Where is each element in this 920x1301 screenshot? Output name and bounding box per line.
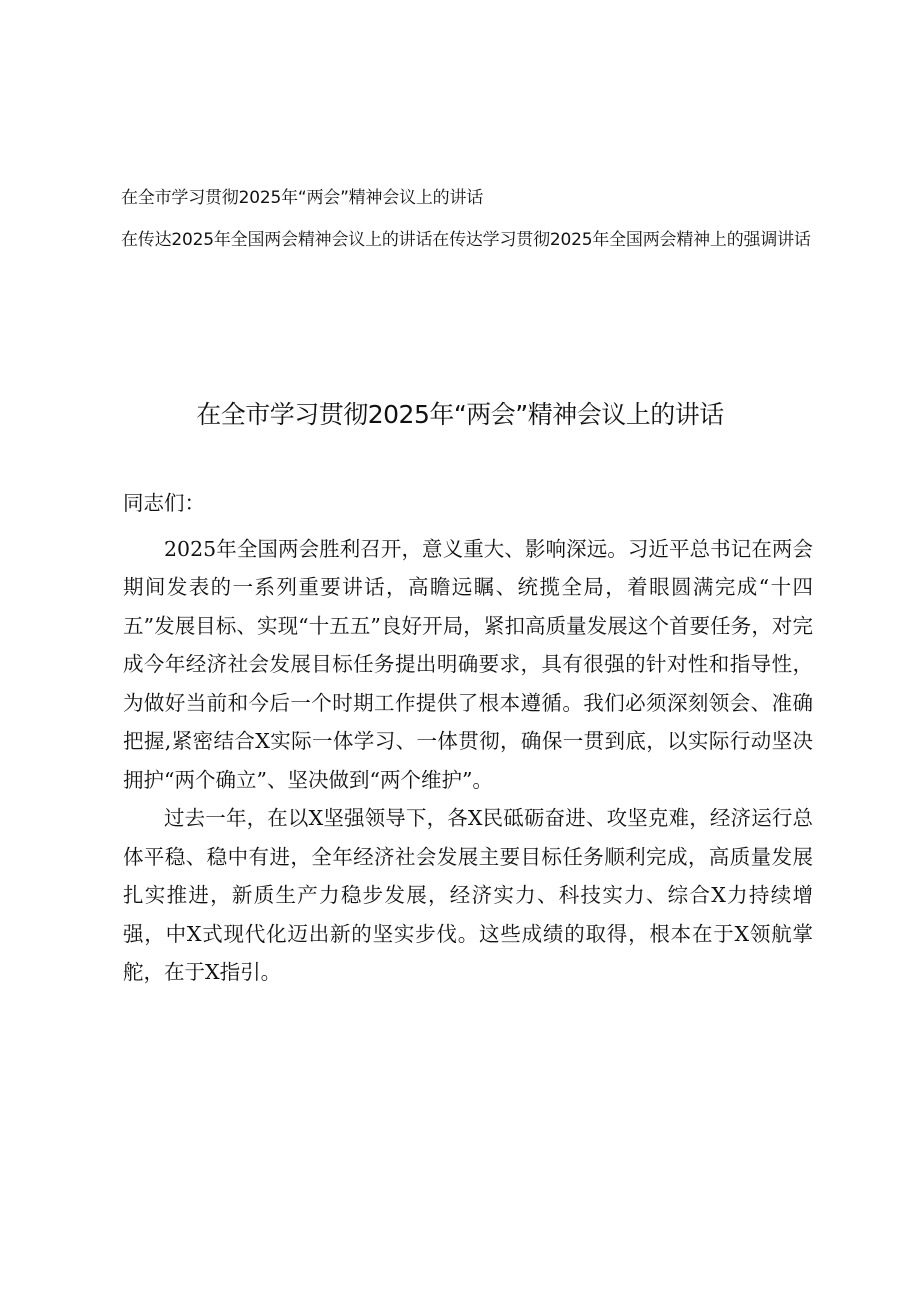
toc-item-2: 在传达2025年全国两会精神会议上的讲话在传达学习贯彻2025年全国两会精神上的强调讲话	[121, 230, 811, 250]
salutation: 同志们：	[123, 491, 205, 515]
document-title: 在全市学习贯彻2025年“两会”精神会议上的讲话	[196, 400, 724, 429]
paragraph-1: 2025年全国两会胜利召开，意义重大、影响深远。习近平总书记在两会期间发表的一系列重要讲话，高瞻远瞩、统揽全局，着眼圆满完成“十四五”发展目标、实现“十五五”良好开局，紧扣高质量发展这个首要任务，对完成今年经济社会发展目标任务提出明确要求，具有很强的针对性和指导性，为做好当前和今后一个时期工作提供了根本遵循。我们必须深刻领会、准确把握,紧密结合X实际一体学习、一体贯彻，确保一贯到底，以实际行动坚决拥护“两个确立”、坚决做到“两个维护”。	[123, 536, 813, 792]
document-body	[123, 484, 813, 992]
table-of-contents	[121, 183, 811, 267]
toc-item-1: 在全市学习贯彻2025年“两会”精神会议上的讲话	[121, 188, 484, 208]
paragraph-2: 过去一年，在以X坚强领导下，各X民砥砺奋进、攻坚克难，经济运行总体平稳、稳中有进，全年经济社会发展主要目标任务顺利完成，高质量发展扎实推进，新质生产力稳步发展，经济实力、科技实力、综合X力持续增强，中X式现代化迈出新的坚实步伐。这些成绩的取得，根本在于X领航掌舵，在于X指引。	[123, 806, 813, 984]
